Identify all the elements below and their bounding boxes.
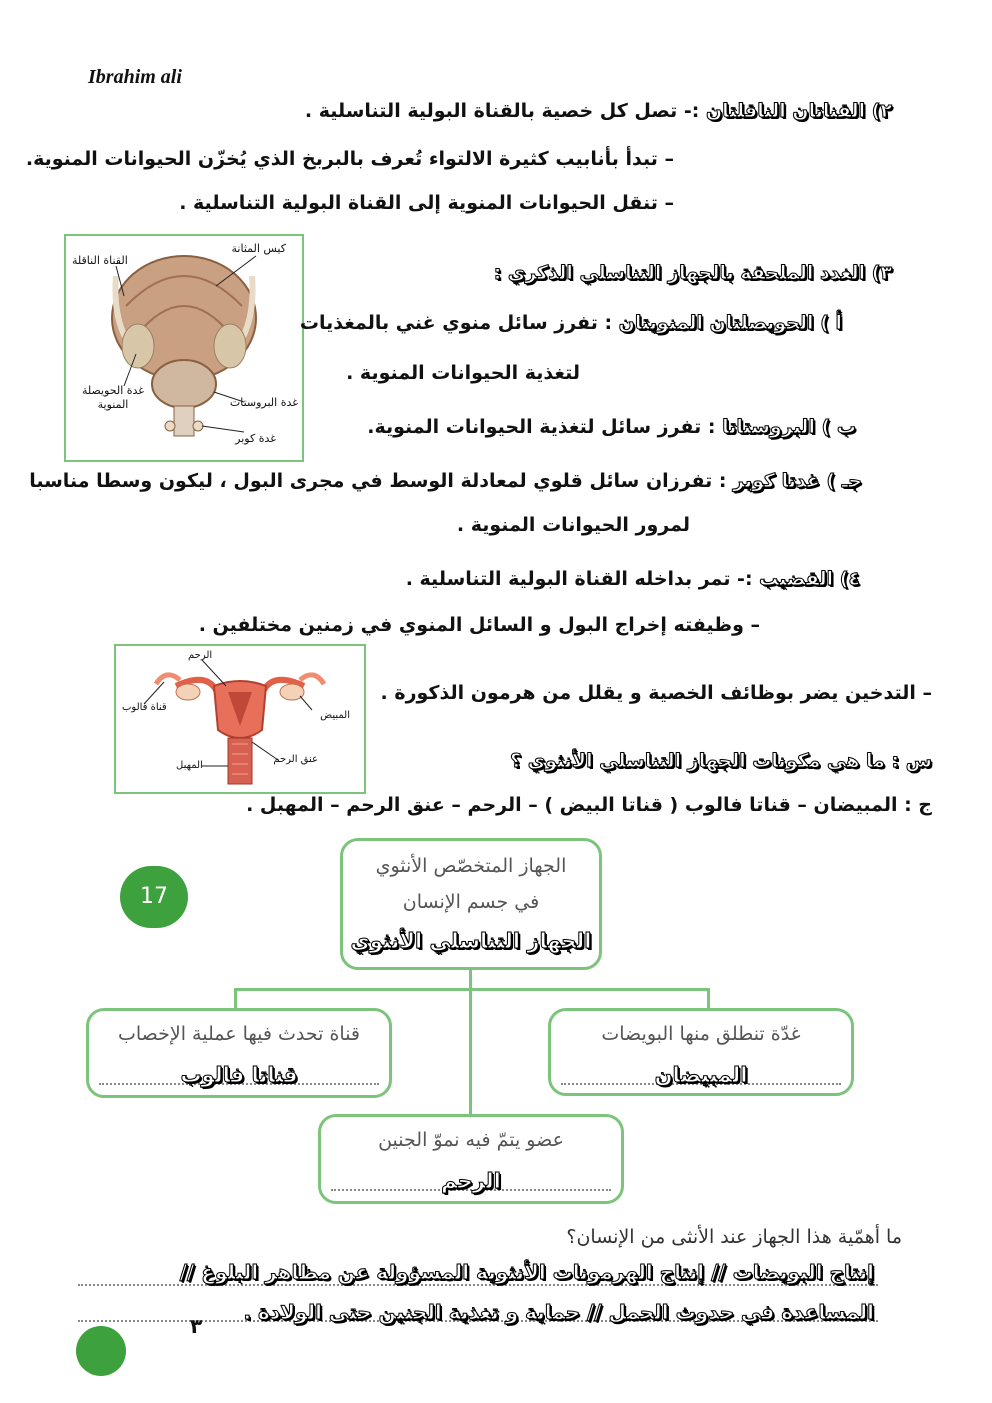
- flow-top-box: [340, 838, 602, 970]
- item-c-desc-cont: لمرور الحيوانات المنوية .: [456, 514, 690, 536]
- item-a-desc-cont: لتغذية الحيوانات المنوية .: [346, 362, 580, 384]
- item-a-prefix: أ ): [820, 312, 842, 334]
- flow-left-label: قناة تحدث فيها عملية الإخصاب: [117, 1023, 361, 1045]
- question-text: س : ما هي مكونات الجهاز التناسلي الأنثوي ؟: [510, 750, 932, 772]
- female-system-diagram: [114, 644, 366, 794]
- label-seminal-vesicle: غدة الحويصلة المنوية: [81, 384, 145, 411]
- page-number: ٣: [190, 1314, 203, 1338]
- section-3-item-c: [29, 470, 862, 492]
- section-3-item-a: [300, 312, 842, 334]
- section-2-desc: :- تصل كل خصية بالقناة البولية التناسلية .: [304, 100, 700, 122]
- page-badge: 17: [120, 866, 188, 928]
- male-gland-diagram: [64, 234, 304, 462]
- item-a-desc: : تفرز سائل منوي غني بالمغذيات: [299, 312, 613, 334]
- connector-bottom: [469, 1012, 472, 1116]
- flow-right-label: غدّة تنطلق منها البويضات: [601, 1023, 801, 1045]
- answer-text: ج : المبيضان – قناتا فالوب ( قناتا البيض ) – الرحم – عنق الرحم – المهبل .: [246, 794, 932, 816]
- section-2-heading: ٢) القناتان الناقلتان: [705, 100, 892, 122]
- section-2-bullet-1: – تبدأ بأنابيب كثيرة الالتواء تُعرف بالبربخ الذي يُخزّن الحيوانات المنوية.: [25, 148, 674, 170]
- item-b-term: البروستاتا: [722, 416, 815, 438]
- section-4-bullet-2: – التدخين يضر بوظائف الخصية و يقلل من هرمون الذكورة .: [380, 682, 932, 704]
- section-3-item-b: [367, 416, 856, 438]
- item-c-term: غدتا كوبر: [733, 470, 820, 492]
- flow-top-line-1: الجهاز المتخصّص الأنثوي: [375, 855, 567, 877]
- male-gland-illustration: [66, 236, 302, 460]
- label-cowper: غدة كوبر: [235, 432, 276, 445]
- label-fallopian-tube: قناة فالوب: [122, 702, 167, 713]
- label-vas-deferens: القناة الناقلة: [72, 254, 128, 267]
- label-bladder: كيس المثانة: [231, 242, 286, 255]
- label-prostate: غدة البروستات: [229, 396, 298, 409]
- section-4-bullet-1: – وظيفته إخراج البول و السائل المنوي في زمنين مختلفين .: [198, 614, 760, 636]
- importance-dotted-line-1: [78, 1284, 878, 1286]
- section-2-line: [305, 100, 892, 122]
- connector-horizontal: [234, 988, 710, 991]
- flow-left-answer: قناتا فالوب: [180, 1063, 298, 1087]
- section-3-heading: ٣) الغدد الملحقة بالجهاز التناسلي الذكري :: [493, 262, 892, 284]
- section-4-heading: ٤) القضيب: [759, 568, 860, 590]
- flow-left-box: [86, 1008, 392, 1098]
- item-c-prefix: جـ ): [826, 470, 862, 492]
- item-c-desc: : تفرزان سائل قلوي لمعادلة الوسط في مجرى البول ، ليكون وسطا مناسبا: [29, 470, 727, 492]
- label-uterus: الرحم: [188, 650, 213, 661]
- item-b-desc: : تفرز سائل لتغذية الحيوانات المنوية.: [367, 416, 716, 438]
- flow-top-answer: الجهاز التناسلي الأنثوي: [350, 929, 592, 953]
- section-4-line: [406, 568, 860, 590]
- flow-right-box: [548, 1008, 854, 1096]
- flow-bottom-box: [318, 1114, 624, 1204]
- label-ovary: المبيض: [320, 710, 350, 721]
- importance-question: ما أهمّية هذا الجهاز عند الأنثى من الإنسان؟: [566, 1226, 902, 1248]
- flow-bottom-answer: الرحم: [441, 1169, 501, 1193]
- corner-decoration: [76, 1326, 126, 1376]
- connector-left: [234, 988, 237, 1010]
- importance-answer-2: المساعدة في حدوث الحمل // حماية و تغذية الجنين حتى الولادة .: [243, 1300, 874, 1324]
- author-name: Ibrahim ali: [88, 66, 182, 88]
- importance-answer-1: إنتاج البويضات // إنتاج الهرمونات الأنثوية المسؤولة عن مظاهر البلوغ //: [179, 1260, 874, 1284]
- item-b-prefix: ب ): [821, 416, 856, 438]
- label-vagina: المهبل: [176, 760, 203, 771]
- item-a-term: الحويصلتان المنويتان: [618, 312, 814, 334]
- label-cervix: عنق الرحم: [273, 754, 318, 765]
- flow-bottom-label: عضو يتمّ فيه نموّ الجنين: [378, 1129, 564, 1151]
- section-2-bullet-2: – تنقل الحيوانات المنوية إلى القناة البولية التناسلية .: [179, 192, 674, 214]
- section-4-desc: :- تمر بداخله القناة البولية التناسلية .: [405, 568, 753, 590]
- connector-right: [707, 988, 710, 1010]
- flow-right-answer: المبيضان: [654, 1063, 748, 1087]
- flow-top-line-2: في جسم الإنسان: [402, 891, 540, 913]
